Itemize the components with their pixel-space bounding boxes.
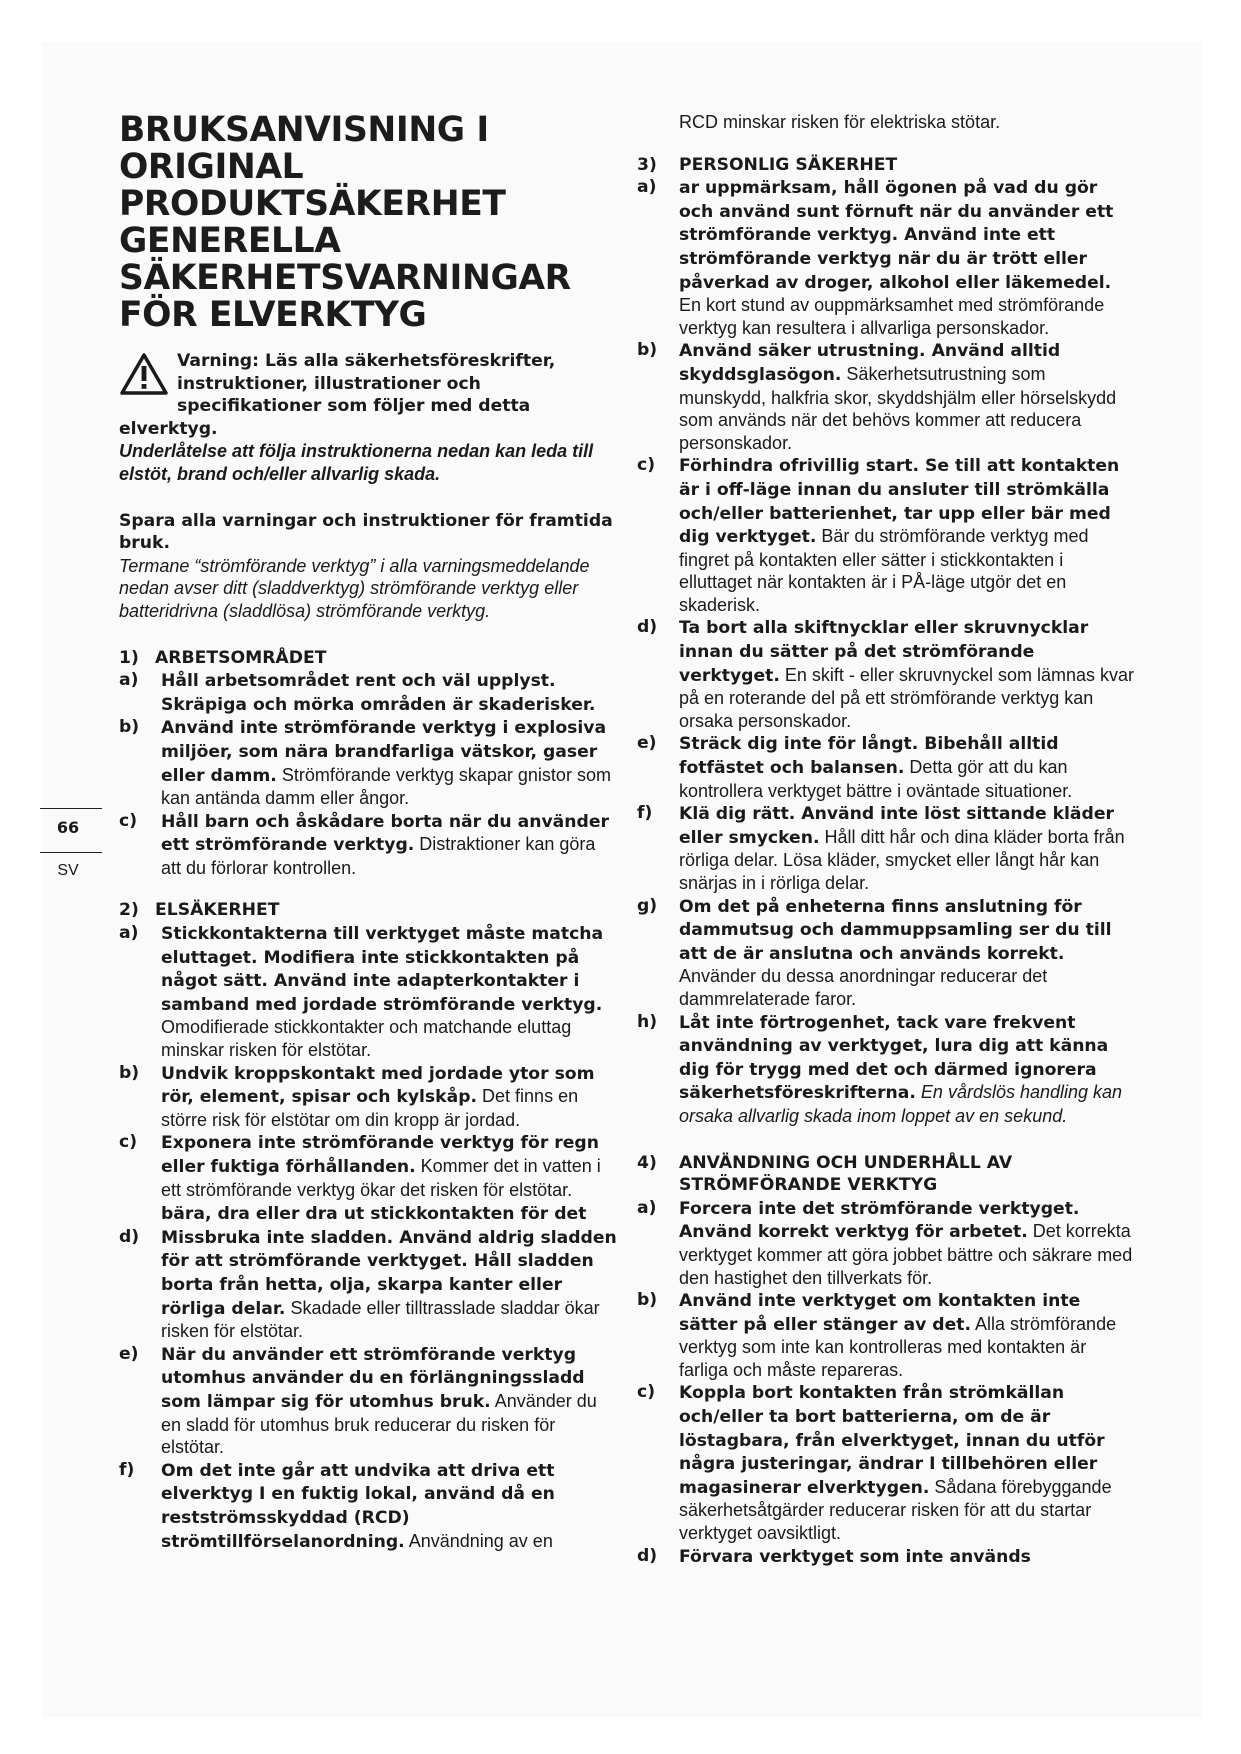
list-item (637, 895, 1137, 1011)
item-letter: g) (637, 895, 658, 916)
title-line: GENERELLA (119, 221, 341, 261)
item-bold: Håll barn och åskådare borta när du använder ett strömförande verktyg. (161, 811, 609, 856)
item-bold: Förhindra ofrivillig start. Se till att kontakten är i off-läge innan du ansluter till strömkälla och/eller batterienhet, tar upp eller bär med dig verktyget. (679, 456, 1120, 548)
section-heading (637, 154, 1137, 177)
page-title (119, 112, 619, 334)
item-letter: a) (119, 923, 139, 944)
list-item (637, 616, 1137, 732)
section-work-area (119, 647, 619, 880)
item-bold: Sträck dig inte för långt. Bibehåll alltid fotfästet och balansen. (679, 734, 1059, 779)
item-letter: e) (119, 1343, 139, 1364)
item-letter: b) (637, 340, 658, 361)
item-bold: När du använder ett strömförande verktyg utomhus använder du en förlängningssladd som lämpar sig för utomhus bruk. (161, 1344, 585, 1412)
item-bold: ar uppmärksam, håll ögonen på vad du gör och använd sunt förnuft när du använder ett strömförande verktyg. Använd inte ett strömförande verktyg när du är trött eller påverkad av droger, alkohol eller läkemedel. (679, 178, 1114, 293)
list-item (637, 176, 1137, 339)
item-bold: Forcera inte det strömförande verktyget. Använd korrekt verktyg för arbetet. (679, 1198, 1080, 1243)
item-letter: b) (119, 1062, 140, 1083)
section-heading (119, 899, 619, 922)
section-heading (637, 1152, 1137, 1197)
page-marker-line-bottom (40, 852, 102, 853)
list-item (119, 669, 619, 716)
item-bold: Koppla bort kontakten från strömkällan och/eller ta bort batterierna, om de är löstagbara, från elverktyget, innan du utför några justeringar, ändrar I tillbehören eller magasinerar elverktygen. (679, 1383, 1105, 1498)
item-text: Det finns en större risk för elstötar om din kropp är jordad. (161, 1086, 579, 1130)
list-item (119, 1131, 619, 1225)
list-item (637, 1289, 1137, 1381)
continued-text: RCD minskar risken för elektriska stötar. (679, 112, 1001, 132)
item-letter: b) (637, 1290, 658, 1311)
item-letter: h) (637, 1011, 658, 1032)
item-letter: a) (637, 1197, 657, 1218)
item-letter: d) (119, 1226, 140, 1247)
item-text: Distraktioner kan göra att du förlorar kontrollen. (161, 834, 596, 878)
item-text: Användning av en (404, 1530, 553, 1551)
warning-triangle-icon (119, 352, 169, 396)
warning-italic-text: Underlåtelse att följa instruktionerna nedan kan leda till elstöt, brand och/eller allvarlig skada. (119, 441, 594, 484)
item-text: En kort stund av ouppmärksamhet med strömförande verktyg kan resultera i allvarliga personskador. (679, 295, 1105, 338)
title-line: FÖR ELVERKTYG (119, 295, 427, 335)
list-item (119, 810, 619, 880)
item-text: Det korrekta verktyget kommer att göra jobbet bättre och säkrare med den hastighet den tillverkats för. (679, 1221, 1133, 1288)
item-text: Omodifierade stickkontakter och matchande eluttag minskar risken för elstötar. (161, 1017, 572, 1061)
section-title: ANVÄNDNING OCH UNDERHÅLL AV STRÖMFÖRANDE VERKTYG (679, 1152, 1013, 1196)
list-item (637, 339, 1137, 454)
item-letter: c) (637, 1382, 656, 1403)
list-item (637, 1381, 1137, 1544)
list-item (119, 1226, 619, 1343)
item-italic: En vårdslös handling kan orsaka allvarlig skada inom loppet av en sekund. (679, 1082, 1123, 1126)
item-letter: b) (119, 717, 140, 738)
section-number: 2) (119, 900, 139, 921)
page-number: 66 (56, 818, 80, 837)
page-marker-line-top (40, 808, 102, 809)
section-electrical-safety (119, 899, 619, 1553)
item-text: Kommer det in vatten i ett strömförande verktyg ökar det risken för elstötar. (161, 1156, 601, 1200)
item-text: Detta gör att du kan kontrollera verktyget bättre i oväntade situationer. (679, 757, 1073, 801)
item-bold: Exponera inte strömförande verktyg för regn eller fuktiga förhållanden. (161, 1133, 599, 1177)
item-bold: Klä dig rätt. Använd inte löst sittande kläder eller smycken. (679, 804, 1114, 848)
item-text: En skift - eller skruvnyckel som lämnas kvar på en roterande del på ett strömförande verktyg kan orsaka personskador. (679, 664, 1134, 731)
item-bold: Använd inte verktyget om kontakten inte sätter på eller stänger av det. (679, 1291, 1081, 1335)
item-letter: f) (637, 803, 653, 824)
item-text: Använder du en sladd för utomhus bruk reducerar du risken för elstötar. (161, 1390, 597, 1458)
title-line: PRODUKTSÄKERHET (119, 184, 506, 224)
item-text: Säkerhetsutrustning som munskydd, halkfria skor, skyddshjälm eller hörselskydd som används när det behövs kommer att reducera personskador. (679, 363, 1117, 453)
section-title: ELSÄKERHET (155, 900, 280, 921)
save-instructions (119, 510, 619, 623)
section-personal-safety (637, 154, 1137, 1128)
save-bold-text: Spara alla varningar och instruktioner för framtida bruk. (119, 510, 613, 554)
section-number: 3) (637, 154, 657, 175)
general-warning (119, 350, 619, 486)
item-text: Alla strömförande verktyg som inte kan kontrolleras med kontakten är farliga och måste repareras. (679, 1313, 1117, 1380)
section-title: ARBETSOMRÅDET (155, 647, 327, 668)
item-bold: Låt inte förtrogenhet, tack vare frekvent användning av verktyget, lura dig att känna dig för trygg med det och därmed ignorera säkerhetsföreskrifterna. (679, 1012, 1109, 1104)
language-code: SV (57, 862, 79, 879)
item-letter: a) (637, 177, 657, 198)
list-item (119, 716, 619, 809)
section-title: PERSONLIG SÄKERHET (679, 154, 898, 175)
section-number: 4) (637, 1152, 657, 1173)
list-item (119, 922, 619, 1062)
item-bold: Om det inte går att undvika att driva ett elverktyg I en fuktig lokal, använd då en restströmsskyddad (RCD) strömtillförselanordning. (161, 1460, 555, 1552)
item-bold: Missbruka inte sladden. Använd aldrig sladden för att strömförande verktyget. Håll sladden borta från hetta, olja, skarpa kanter eller rörliga delar. (161, 1227, 617, 1319)
section-heading (119, 647, 619, 670)
item-bold: Använd säker utrustning. Använd alltid skyddsglasögon. (679, 341, 1061, 385)
list-item (637, 1011, 1137, 1128)
item-bold: Ta bort alla skiftnycklar eller skruvnycklar innan du sätter på det strömförande verktyget. (679, 618, 1089, 686)
item-letter: e) (637, 733, 657, 754)
list-item (119, 1343, 619, 1459)
item-bold: Stickkontakterna till verktyget måste matcha eluttaget. Modifiera inte stickkontakten på något sätt. Använd inte adapterkontakter i samband med jordade strömförande verktyg. (161, 924, 604, 1015)
list-item (637, 1197, 1137, 1289)
list-item (637, 1545, 1137, 1569)
item-letter: d) (637, 617, 658, 638)
list-item (637, 454, 1137, 616)
item-letter: c) (119, 1132, 138, 1153)
item-bold: Undvik kroppskontakt med jordade ytor som rör, element, spisar och kylskåp. (161, 1063, 595, 1108)
item-letter: f) (119, 1459, 135, 1480)
item-letter: c) (637, 455, 656, 476)
item-letter: c) (119, 810, 138, 831)
list-item (637, 802, 1137, 894)
right-column (637, 111, 1137, 1568)
item-letter: a) (119, 670, 139, 691)
title-line: SÄKERHETSVARNINGAR (119, 258, 571, 298)
list-item (119, 1459, 619, 1553)
left-column (119, 112, 619, 1553)
title-line: BRUKSANVISNING I (119, 110, 489, 150)
item-bold: Om det på enheterna finns anslutning för dammutsug och dammuppsamling ser du till att de är anslutna och används korrekt. (679, 896, 1112, 964)
list-item (119, 1062, 619, 1132)
list-item (637, 732, 1137, 802)
item-text: Använder du dessa anordningar reducerar det dammrelaterade faror. (679, 966, 1048, 1009)
item-bold: Håll arbetsområdet rent och väl upplyst. Skräpiga och mörka områden är skaderisker. (161, 671, 596, 715)
save-italic-text: Termane “strömförande verktyg” i alla varningsmeddelande nedan avser ditt (sladdverktyg) strömförande verktyg eller batteridrivna (sladdlösa) strömförande verktyg. (119, 555, 590, 621)
item-text: Bär du strömförande verktyg med fingret på kontakten eller sätter i stickkontakten i elluttaget när kontakten är i PÅ-läge utgör det en skaderisk. (679, 526, 1089, 615)
item-bold: Förvara verktyget som inte används (679, 1546, 1031, 1567)
item-text: Håll ditt hår och dina kläder borta från rörliga delar. Lösa kläder, smycket eller långt hår kan snärjas in i rörliga delar. (679, 826, 1125, 893)
warning-bold-text: Varning: Läs alla säkerhetsföreskrifter, instruktioner, illustrationer och specifikationer som följer med detta elverktyg. (119, 351, 556, 439)
item-text: Skadade eller tilltrasslade sladdar ökar risken för elstötar. (161, 1297, 600, 1342)
title-line: ORIGINAL (119, 147, 304, 187)
item-text: Strömförande verktyg skapar gnistor som kan antända damm eller ångor. (161, 764, 611, 809)
section-use-and-care (637, 1152, 1137, 1569)
item-bold: Använd inte strömförande verktyg i explosiva miljöer, som nära brandfarliga vätskor, gaser eller damm. (161, 718, 607, 786)
section-number: 1) (119, 647, 139, 668)
item-text: Sådana förebyggande säkerhetsåtgärder reducerar risken för att du startar verktyget oavsiktligt. (679, 1476, 1112, 1544)
item-letter: d) (637, 1545, 658, 1566)
item-bold-extra: bära, dra eller dra ut stickkontakten för det (161, 1204, 587, 1225)
